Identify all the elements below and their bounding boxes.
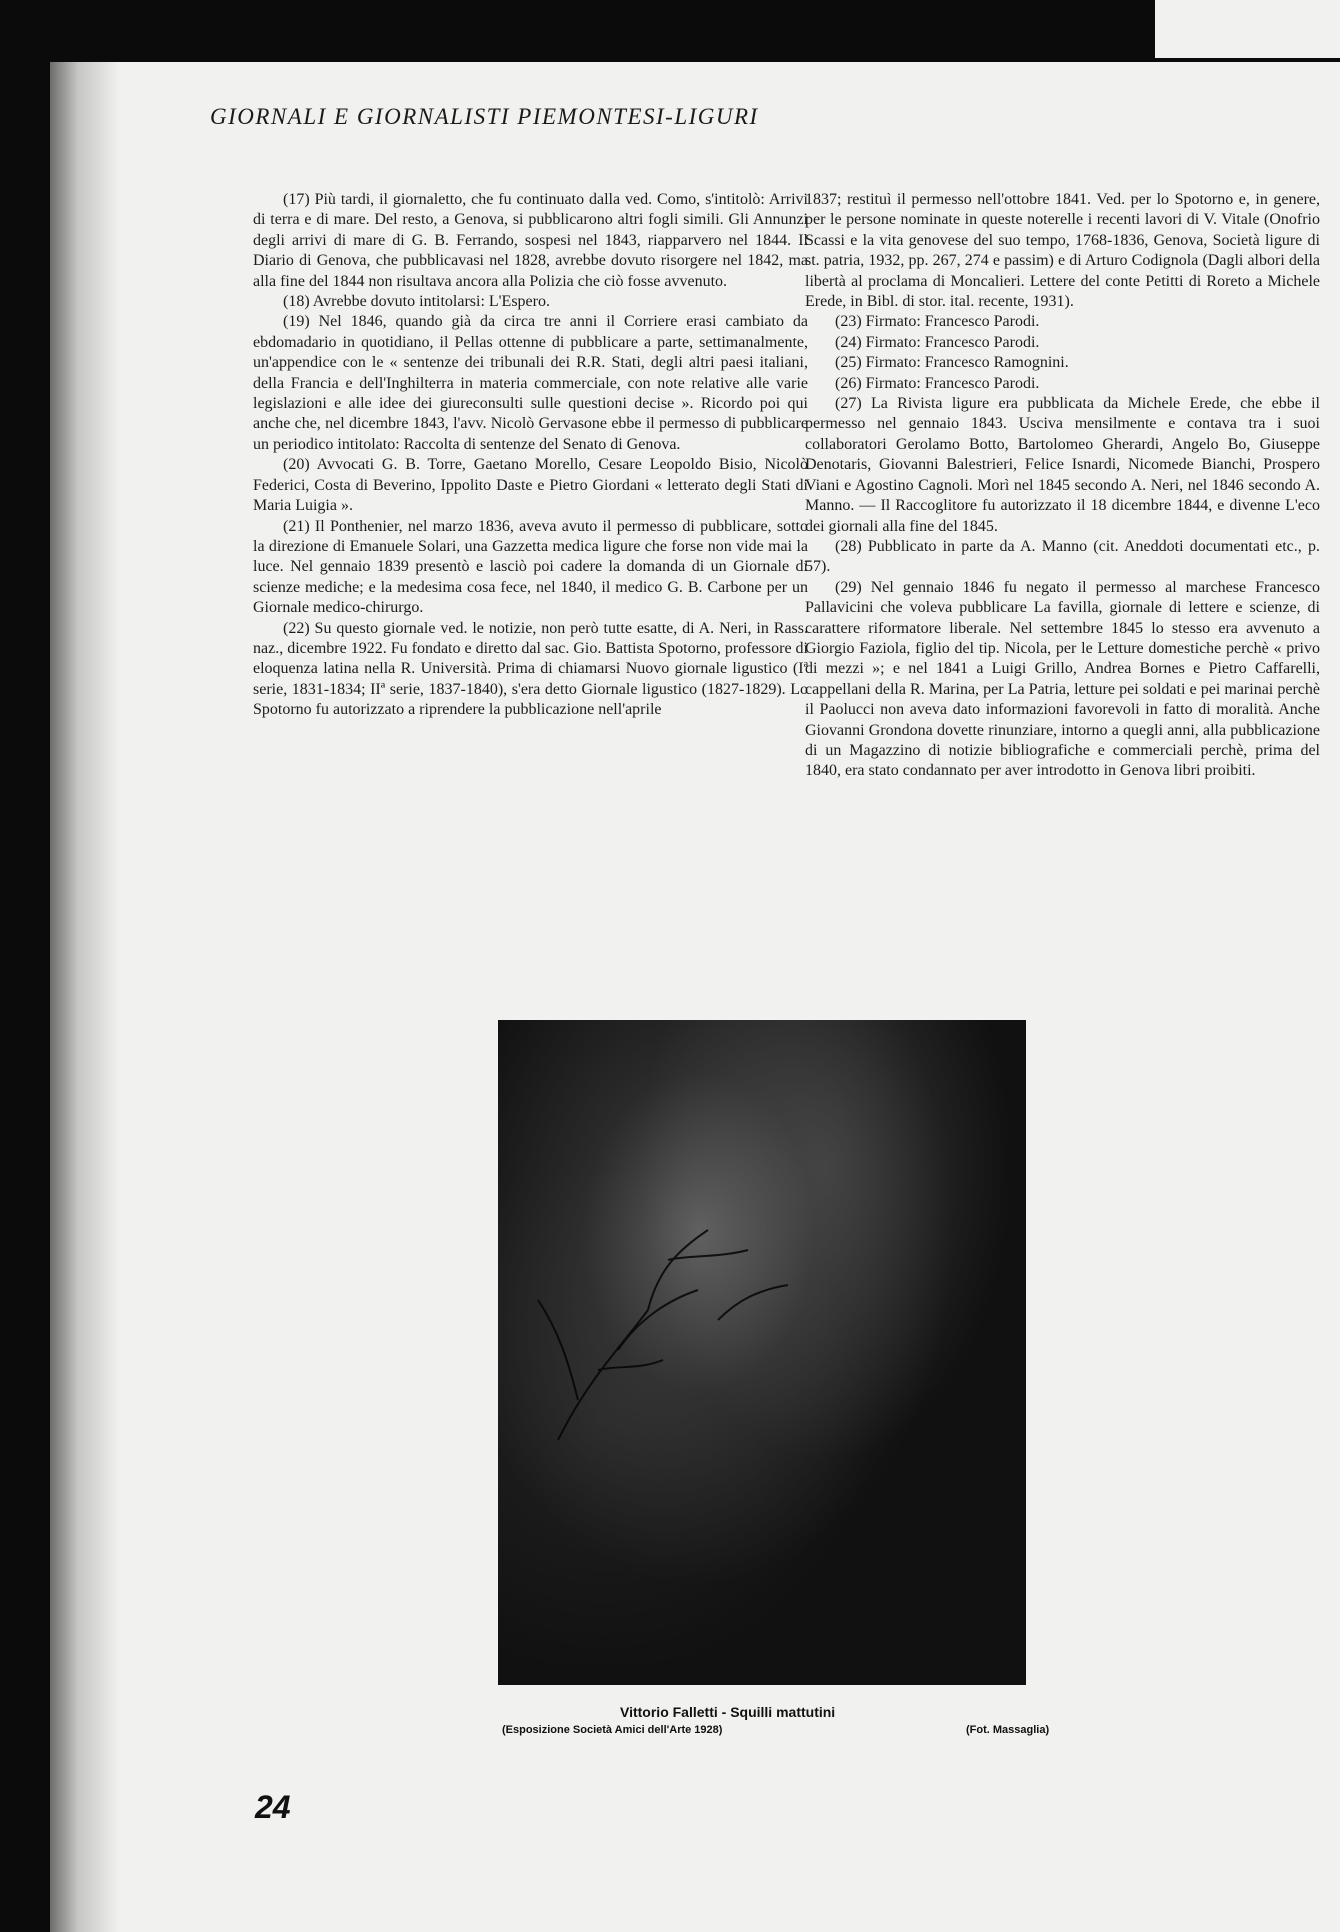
footnote-29: (29) Nel gennaio 1846 fu negato il permesso al marchese Francesco Pallavicini che voleva pubblicare La favilla, giornale di lettere e scienze, di carattere riformatore liberale. Nel settembre 1845 lo stesso era avvenuto a Giorgio Faziola, figlio del tip. Nicola, per le Letture domestiche perchè « privo di mezzi »; e nel 1841 a Luigi Grillo, Andrea Bornes e Pietro Caffarelli, cappellani della R. Marina, per La Patria, letture pei soldati e pei marinai perchè il Paolucci non aveva dato informazioni favorevoli in fatto di moralità. Anche Giovanni Grondona dovette rinunziare, intorno a quegli anni, alla pubblicazione di un Magazzino di notizie bibliografiche e commerciali perchè, prima del 1840, era stato condannato per aver introdotto in Genova libri proibiti. [805,578,1320,780]
running-header: GIORNALI E GIORNALISTI PIEMONTESI-LIGURI [210,104,759,129]
footnote-25: (25) Firmato: Francesco Ramognini. [835,354,1069,372]
footnote-22-continued: 1837; restituì il permesso nell'ottobre 1841. Ved. per lo Spotorno e, in genere, per le persone nominate in queste noterelle i recenti lavori di V. Vitale (Onofrio Scassi e la vita genovese del suo tempo, 1768-1836, Genova, Società ligure di st. patria, 1932, pp. 267, 274 e passim) e di Arturo Codignola (Dagli albori della libertà al proclama di Moncalieri. Lettere del conte Petitti di Roreto a Michele Erede, in Bibl. di stor. ital. recente, 1931). [805,191,1320,311]
page-number: 24 [255,1789,291,1825]
footnote-26: (26) Firmato: Francesco Parodi. [835,374,1040,392]
footnote-20: (20) Avvocati G. B. Torre, Gaetano Morello, Cesare Leopoldo Bisio, Nicolò Federici, Costa di Beverino, Ippolito Daste e Pietro Giordani « letterato degli Stati di Maria Luigia ». [253,456,808,515]
footnote-23: (23) Firmato: Francesco Parodi. [835,313,1040,331]
footnote-19: (19) Nel 1846, quando già da circa tre anni il Corriere erasi cambiato da ebdomadario in quotidiano, il Pellas ottenne di pubblicare a parte, settimanalmente, un'appendice con le « sentenze dei tribunali dei R.R. Stati, degli altri paesi italiani, della Francia e dell'Inghilterra in materia commerciale, con note relative alle varie legislazioni e alle idee dei giureconsulti sulle questioni decise ». Ricordo poi qui anche che, nel dicembre 1843, l'avv. Nicolò Gervasone ebbe il permesso di pubblicare un periodico intitolato: Raccolta di sentenze del Senato di Genova. [253,313,808,453]
footnote-18: (18) Avrebbe dovuto intitolarsi: L'Espero. [283,293,550,311]
photograph [498,1020,1026,1685]
footnote-24: (24) Firmato: Francesco Parodi. [835,333,1040,351]
right-column [805,190,1320,782]
photo-caption-source: (Esposizione Società Amici dell'Arte 1928) [502,1724,723,1736]
footnote-17: (17) Più tardi, il giornaletto, che fu continuato dalla ved. Como, s'intitolò: Arrivi di terra e di mare. Del resto, a Genova, si pubblicarono altri fogli simili. Gli Annunzi degli arrivi di mare di G. B. Ferrando, sospesi nel 1843, riapparvero nel 1844. Il Diario di Genova, che pubblicavasi nel 1828, avrebbe dovuto risorgere nel 1842, ma alla fine del 1844 non risultava ancora alla Polizia che ciò fosse avvenuto. [253,191,808,290]
book-spine-shadow [50,62,120,1932]
footnote-22: (22) Su questo giornale ved. le notizie, non però tutte esatte, di A. Neri, in Rass. naz., dicembre 1922. Fu fondato e diretto dal sac. Gio. Battista Spotorno, professore di eloquenza latina nella R. Università. Prima di chiamarsi Nuovo giornale ligustico (Iª serie, 1831-1834; IIª serie, 1837-1840), s'era detto Giornale ligustico (1827-1829). Lo Spotorno fu autorizzato a riprendere la pubblicazione nell'aprile [253,619,808,719]
footnote-21: (21) Il Ponthenier, nel marzo 1836, aveva avuto il permesso di pubblicare, sotto la direzione di Emanuele Solari, una Gazzetta medica ligure che forse non vide mai la luce. Nel gennaio 1839 presentò e lasciò poi cadere la domanda di un Giornale di scienze mediche; e la medesima cosa fece, nel 1840, il medico G. B. Carbone per un Giornale medico-chirurgo. [253,517,808,617]
footnote-28: (28) Pubblicato in parte da A. Manno (cit. Aneddoti documentati etc., p. 57). [805,537,1320,576]
photo-branches [498,1020,1026,1685]
footnote-27: (27) La Rivista ligure era pubblicata da Michele Erede, che ebbe il permesso nel gennaio 1843. Usciva mensilmente e contava tra i suoi collaboratori Gerolamo Botto, Bartolomeo Gherardi, Angelo Bo, Giuseppe Denotaris, Giovanni Balestrieri, Felice Isnardi, Nicomede Bianchi, Prospero Viani e Agostino Cagnoli. Morì nel 1845 secondo A. Neri, nel 1846 secondo A. Manno. — Il Raccoglitore fu autorizzato il 18 dicembre 1844, e divenne L'eco dei giornali alla fine del 1845. [805,395,1320,535]
left-column [253,190,808,721]
page-corner [1155,0,1340,58]
photo-caption-title: Vittorio Falletti - Squilli mattutini [620,1704,836,1720]
photo-caption-credit: (Fot. Massaglia) [966,1724,1050,1736]
